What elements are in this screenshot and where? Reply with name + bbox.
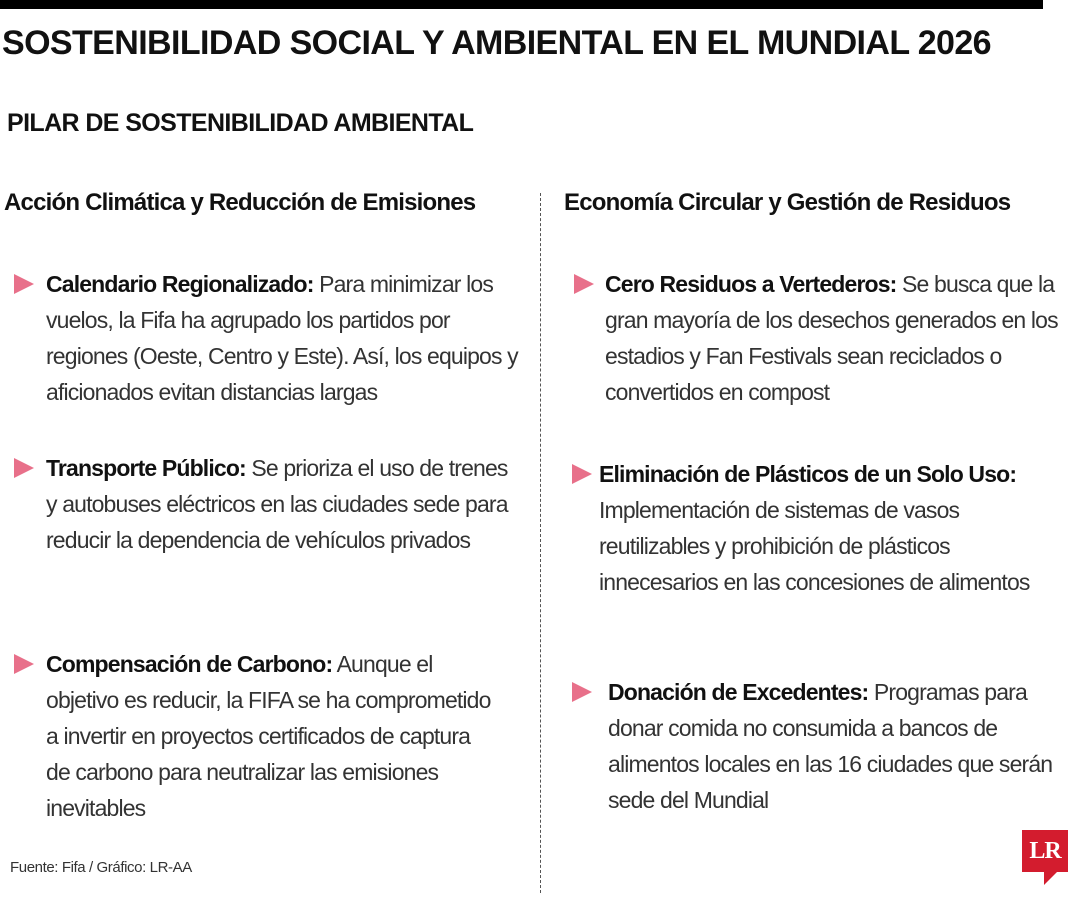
item-text <box>46 266 526 410</box>
item-body: Aunque el objetivo es reducir, la FIFA se ha comprometido a invertir en proyectos certificados de captura de carbono para neutralizar las emisiones inevitables <box>46 651 491 821</box>
triangle-bullet-icon <box>14 458 34 478</box>
column-heading-circular: Economía Circular y Gestión de Residuos <box>564 189 1011 216</box>
lr-logo: LR <box>1022 830 1068 872</box>
item-body: Programas para donar comida no consumida a bancos de alimentos locales en las 16 ciudades que serán sede del Mundial <box>608 679 1053 813</box>
column-heading-climate: Acción Climática y Reducción de Emisiones <box>4 189 476 216</box>
column-divider <box>540 193 541 893</box>
triangle-bullet-icon <box>14 274 34 294</box>
item-body: Se prioriza el uso de trenes y autobuses eléctricos en las ciudades sede para reducir la dependencia de vehículos privados <box>46 455 508 553</box>
item-title: Eliminación de Plásticos de un Solo Uso: <box>599 461 1017 487</box>
item-text <box>46 450 516 558</box>
item-title: Compensación de Carbono: <box>46 651 333 677</box>
page-title: SOSTENIBILIDAD SOCIAL Y AMBIENTAL EN EL MUNDIAL 2026 <box>2 24 991 62</box>
item-text <box>605 266 1073 410</box>
item-text <box>46 646 496 826</box>
triangle-bullet-icon <box>574 274 594 294</box>
item-title: Cero Residuos a Vertederos: <box>605 271 897 297</box>
item-title: Calendario Regionalizado: <box>46 271 314 297</box>
source-note: Fuente: Fifa / Gráfico: LR-AA <box>10 859 192 876</box>
top-rule <box>0 0 1043 9</box>
item-title: Transporte Público: <box>46 455 246 481</box>
pillar-heading: PILAR DE SOSTENIBILIDAD AMBIENTAL <box>7 109 474 137</box>
lr-logo-tail <box>1044 871 1058 885</box>
triangle-bullet-icon <box>572 464 592 484</box>
triangle-bullet-icon <box>14 654 34 674</box>
item-title: Donación de Excedentes: <box>608 679 869 705</box>
item-text <box>608 674 1073 818</box>
item-body: Implementación de sistemas de vasos reutilizables y prohibición de plásticos innecesarios en las concesiones de alimentos <box>599 497 1030 595</box>
item-text <box>599 456 1073 600</box>
item-body: Para minimizar los vuelos, la Fifa ha agrupado los partidos por regiones (Oeste, Centro y Este). Así, los equipos y aficionados evitan distancias largas <box>46 271 518 405</box>
triangle-bullet-icon <box>572 682 592 702</box>
item-body: Se busca que la gran mayoría de los desechos generados en los estadios y Fan Festivals sean reciclados o convertidos en compost <box>605 271 1058 405</box>
